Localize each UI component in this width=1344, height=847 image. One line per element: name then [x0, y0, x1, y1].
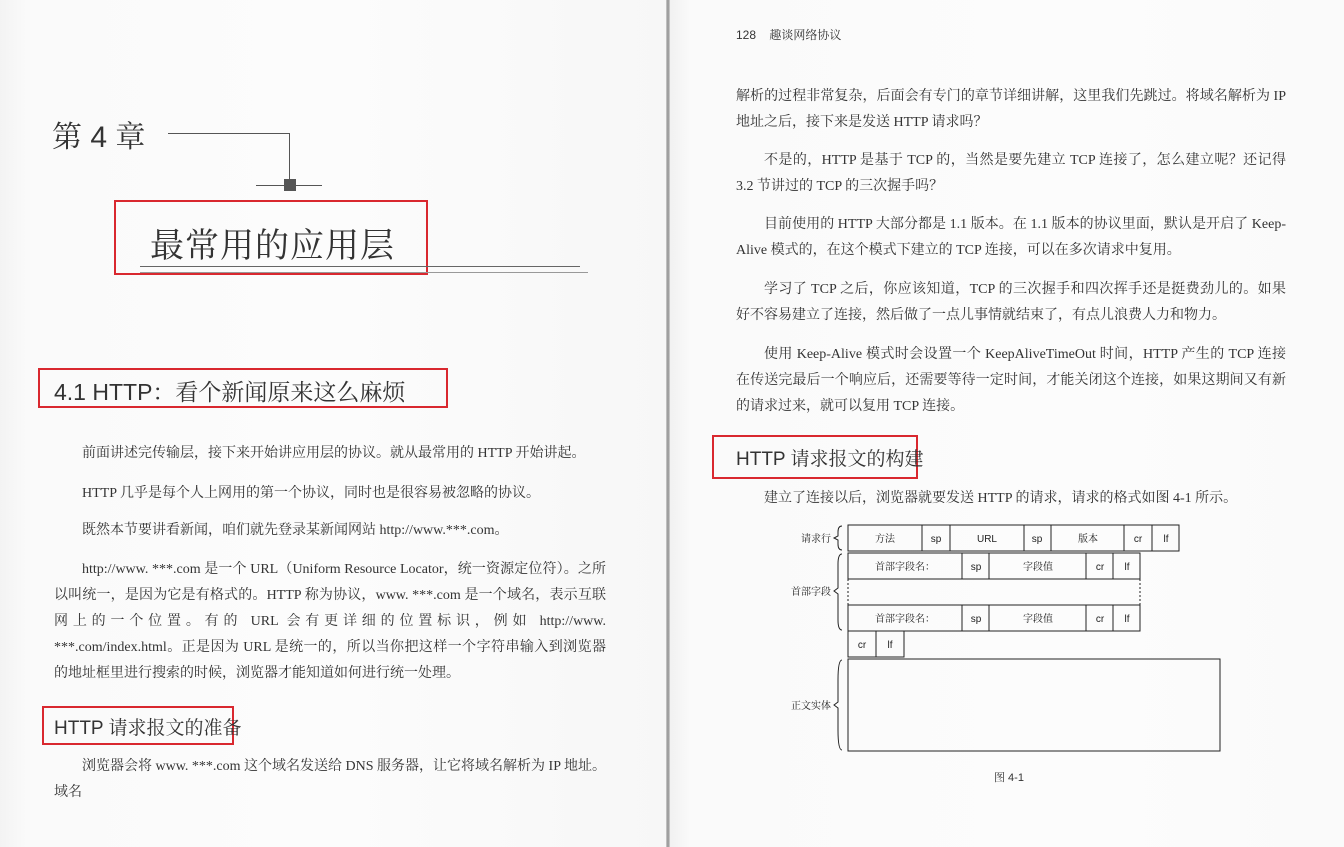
cell-label: 版本 — [1078, 534, 1098, 545]
section-title: 4.1 HTTP：看个新闻原来这么麻烦 — [54, 379, 406, 405]
body-brace — [834, 660, 842, 750]
cell-label: sp — [1031, 534, 1043, 545]
paragraph: 既然本节要讲看新闻，咱们就先登录某新闻网站 http://www.***.com。 — [82, 523, 509, 538]
cell-label: cr — [1095, 614, 1105, 625]
cell-label: cr — [1095, 562, 1105, 573]
paragraph: http://www. ***.com 是一个 URL（Uniform Resource Locator，统一资源定位符）。之所以叫统一，是因为它是有格式的。HTTP 称为协议，www. ***.com 是一个域名，表示互联网上的一个位置。有的 URL 会有更详细的位置标识，例如 http://www. ***.com/index.html。正是因为 URL 是统一的，所以当你把这样一个字符串输入到浏览器的地址框里进行搜索的时候，浏览器才能知道如何进行统一处理。 — [54, 562, 606, 681]
cell-label: cr — [857, 640, 867, 651]
cell-label: cr — [1133, 534, 1143, 545]
cell-label: 首部字段名： — [875, 614, 935, 625]
left-page — [0, 0, 667, 847]
figure-caption: 图 4-1 — [994, 772, 1024, 784]
subsection-title: HTTP 请求报文的准备 — [54, 718, 242, 739]
cell-label: 方法 — [875, 534, 895, 545]
cell-label: 字段值 — [1023, 562, 1053, 573]
chapter-title: 最常用的应用层 — [150, 227, 395, 265]
request-line-row — [848, 525, 1179, 551]
chapter-rule-short — [256, 185, 322, 186]
subsection-title: HTTP 请求报文的构建 — [736, 449, 924, 470]
cell-label: lf — [1124, 562, 1130, 573]
cell-label: sp — [970, 562, 982, 573]
headers-label: 首部字段 — [791, 587, 831, 598]
cell-label: lf — [1124, 614, 1130, 625]
http-request-format-diagram — [780, 520, 1240, 760]
cell-label: sp — [970, 614, 982, 625]
headers-brace — [834, 554, 842, 630]
cell-label: sp — [930, 534, 942, 545]
book-title: 趣谈网络协议 — [769, 28, 842, 42]
running-header — [736, 26, 841, 43]
paragraph: 解析的过程非常复杂，后面会有专门的章节详细讲解，这里我们先跳过。将域名解析为 IP 地址之后，接下来是发送 HTTP 请求吗？ — [736, 89, 1286, 130]
body-box — [848, 659, 1220, 751]
paragraph: 学习了 TCP 之后，你应该知道，TCP 的三次握手和四次挥手还是挺费劲儿的。如果好不容易建立了连接，然后做了一点儿事情就结束了，有点儿浪费人力和物力。 — [736, 282, 1286, 323]
chapter-title-rule-lower — [140, 272, 588, 273]
cell-label: lf — [1163, 534, 1169, 545]
paragraph: 使用 Keep-Alive 模式时会设置一个 KeepAliveTimeOut 时间，HTTP 产生的 TCP 连接在传送完最后一个响应后，还需要等待一定时间，才能关闭这个连接，如果这期间又有新的请求过来，就可以复用 TCP 连接。 — [736, 347, 1286, 414]
chapter-number: 第 4 章 — [52, 121, 146, 154]
cell-label: 字段值 — [1023, 614, 1053, 625]
page-number: 128 — [736, 28, 757, 42]
paragraph: HTTP 几乎是每个人上网用的第一个协议，同时也是很容易被忽略的协议。 — [82, 486, 540, 501]
paragraph: 前面讲述完传输层，接下来开始讲应用层的协议。就从最常用的 HTTP 开始讲起。 — [82, 446, 586, 461]
paragraph: 不是的，HTTP 是基于 TCP 的，当然是要先建立 TCP 连接了，怎么建立呢？还记得 3.2 节讲过的 TCP 的三次握手吗？ — [736, 153, 1286, 194]
paragraph: 目前使用的 HTTP 大部分都是 1.1 版本。在 1.1 版本的协议里面，默认是开启了 Keep-Alive 模式的，在这个模式下建立的 TCP 连接，可以在多次请求中复用。 — [736, 217, 1286, 258]
cell-label: URL — [976, 534, 998, 545]
cell-label: 首部字段名： — [875, 562, 935, 573]
cell-label: lf — [887, 640, 893, 651]
body-label: 正文实体 — [791, 701, 831, 712]
chapter-rule — [168, 133, 290, 134]
paragraph: 建立了连接以后，浏览器就要发送 HTTP 的请求，请求的格式如图 4-1 所示。 — [764, 491, 1238, 506]
request-line-label: 请求行 — [801, 534, 831, 545]
chapter-rule-vertical — [289, 133, 290, 179]
chapter-title-rule — [140, 266, 580, 267]
request-line-brace — [834, 526, 842, 550]
paragraph: 浏览器会将 www. ***.com 这个域名发送给 DNS 服务器，让它将域名解析为 IP 地址。域名 — [54, 759, 606, 800]
